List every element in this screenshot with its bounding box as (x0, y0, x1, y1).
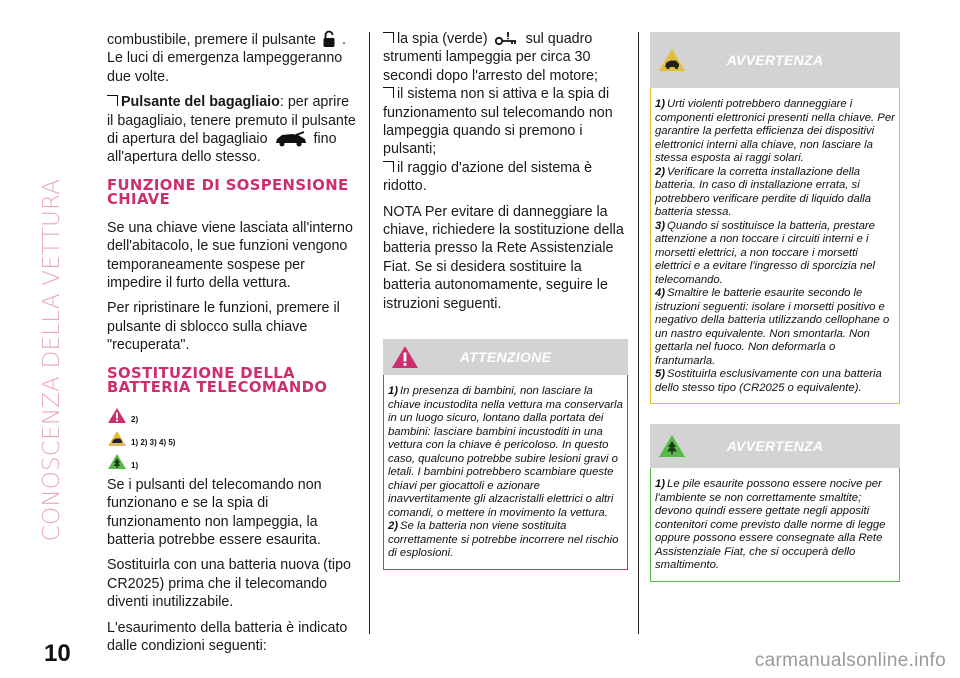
bullet-marker (107, 95, 118, 106)
warning-item: 1) Le pile esaurite possono essere nocive per l'ambiente se non correttamente smaltite; devono quindi essere gettate negli appositi contenitori come previsto dalle norme di legge oppure possono essere consegnate alla Rete Assistenziale Fiat, che si occuperà dello smaltimento. (655, 478, 886, 571)
caution-reference: 1) 2) 3) 4) 5) (107, 430, 357, 447)
warning-item: 2) Verificare la corretta installazione della batteria. In caso di installazione errata, si potrebbero verificare perdite di liquido dalla batteria stessa. (655, 165, 872, 218)
caution-triangle-icon (658, 48, 686, 72)
bullet-item: il raggio d'azione del sistema è ridotto. (383, 159, 593, 195)
column-left (107, 30, 357, 662)
note-paragraph: NOTA Per evitare di danneggiare la chiave, richiedere la sostituzione della batteria presso la Rete Assistenziale Fiat. Se si desidera sostituire la batteria autonomamente, seguire le istruzioni seguenti. (383, 203, 624, 312)
danger-triangle-icon (107, 407, 127, 424)
danger-box-header (383, 339, 628, 375)
caution-box-title: AVVERTENZA (726, 52, 824, 68)
environment-box-title: AVVERTENZA (726, 438, 824, 454)
warning-item: 3) Quando si sostituisce la batteria, prestare attenzione a non toccare i circuiti interni e i morsetti elettrici, a non toccare i morsetti elettrici e a evitare l'ingresso di sporcizia nel telecomando. (655, 219, 876, 286)
paragraph: Sostituirla con una batteria nuova (tipo CR2025) prima che il telecomando diventi inutilizzabile. (107, 557, 351, 611)
bullet-marker (383, 161, 394, 172)
tree-icon (658, 434, 686, 458)
caution-box-body (650, 88, 900, 404)
paragraph: combustibile, premere il pulsante . Le luci di emergenza lampeggeranno due volte. (107, 32, 346, 85)
tree-icon (107, 453, 127, 470)
danger-box (383, 339, 628, 570)
bullet-marker (383, 32, 394, 43)
warning-item: 1) Urti violenti potrebbero danneggiare i componenti elettronici presenti nella chiave. Per garantire la perfetta efficienza dei dispositivi elettronici interni alla chiave, non lasciare la stessa esposta ai raggi solari. (655, 98, 895, 164)
bullet-marker (383, 87, 394, 98)
warning-item: 2) Se la batteria non viene sostituita correttamente si potrebbe incorrere nel rischio di esplosioni. (388, 520, 619, 560)
caution-box (650, 32, 900, 404)
environment-box (650, 424, 900, 582)
bullet-item: il sistema non si attiva e la spia di funzionamento sul telecomando non lampeggia quando si premono i pulsanti; (383, 86, 613, 158)
caution-triangle-icon (107, 430, 127, 447)
car-trunk-icon (274, 131, 308, 147)
paragraph: Se i pulsanti del telecomando non funzionano e se la spia di funzionamento non lampeggia, la batteria potrebbe essere esaurita. (107, 476, 322, 548)
section-heading: SOSTITUZIONE DELLA BATTERIA TELECOMANDO (107, 364, 328, 396)
paragraph: L'esaurimento della batteria è indicato dalle condizioni seguenti: (107, 619, 348, 654)
danger-triangle-icon (391, 345, 419, 369)
caution-box-header (650, 32, 900, 88)
warning-item: 1) In presenza di bambini, non lasciare la chiave incustodita nella vettura ma conservarla in un luogo sicuro, lontano dalla portata dei bambini: lasciare bambini incustoditi in una vettura con la chiave è pericoloso. In questo caso, qualcuno potrebbe subire lesioni gravi o letali. I bambini potrebbero scambiare queste chiavi per giocattoli e azionare inavvertitamente gli alzacristalli elettrici o altri comandi, o mettere in movimento la vettura. (388, 385, 623, 519)
bullet-item: Pulsante del bagagliaio: per aprire il bagagliaio, tenere premuto il pulsante di apertura del bagagliaio fino all'apertura dello stesso. (107, 94, 356, 166)
watermark: carmanualsonline.info (754, 650, 946, 671)
environment-reference: 1) (107, 453, 357, 470)
key-warning-light-icon (494, 31, 520, 47)
warning-item: 5) Sostituirla esclusivamente con una batteria dello stesso tipo (CR2025 o equivalente). (655, 368, 882, 394)
column-divider (638, 32, 639, 634)
paragraph: Per ripristinare le funzioni, premere il pulsante di sblocco sulla chiave "recuperata". (107, 300, 340, 354)
page-number: 10 (44, 640, 71, 667)
warning-item: 4) Smaltire le batterie esaurite secondo le istruzioni seguenti: isolare i morsetti positivo e negativo della batteria utilizzando cellophane o un nastro equivalente. Non smontarla. Non gettarla nel fuoco. Non deformarla o frantumarla. (655, 287, 890, 367)
column-middle (383, 30, 628, 570)
danger-box-body (383, 375, 628, 570)
column-divider (369, 32, 370, 634)
danger-reference: 2) (107, 407, 357, 424)
environment-box-header (650, 424, 900, 468)
column-right (650, 32, 900, 582)
bullet-item: la spia (verde) sul quadro strumenti lampeggia per circa 30 secondi dopo l'arresto del motore; (383, 31, 598, 84)
padlock-icon (322, 30, 336, 48)
paragraph: Se una chiave viene lasciata all'interno dell'abitacolo, le sue funzioni vengono temporaneamente sospese per impedire il furto della vettura. (107, 219, 353, 292)
section-side-title: CONOSCENZA DELLA VETTURA (39, 178, 65, 542)
section-heading: FUNZIONE DI SOSPENSIONE CHIAVE (107, 176, 349, 208)
danger-box-title: ATTENZIONE (459, 349, 552, 366)
environment-box-body (650, 468, 900, 582)
